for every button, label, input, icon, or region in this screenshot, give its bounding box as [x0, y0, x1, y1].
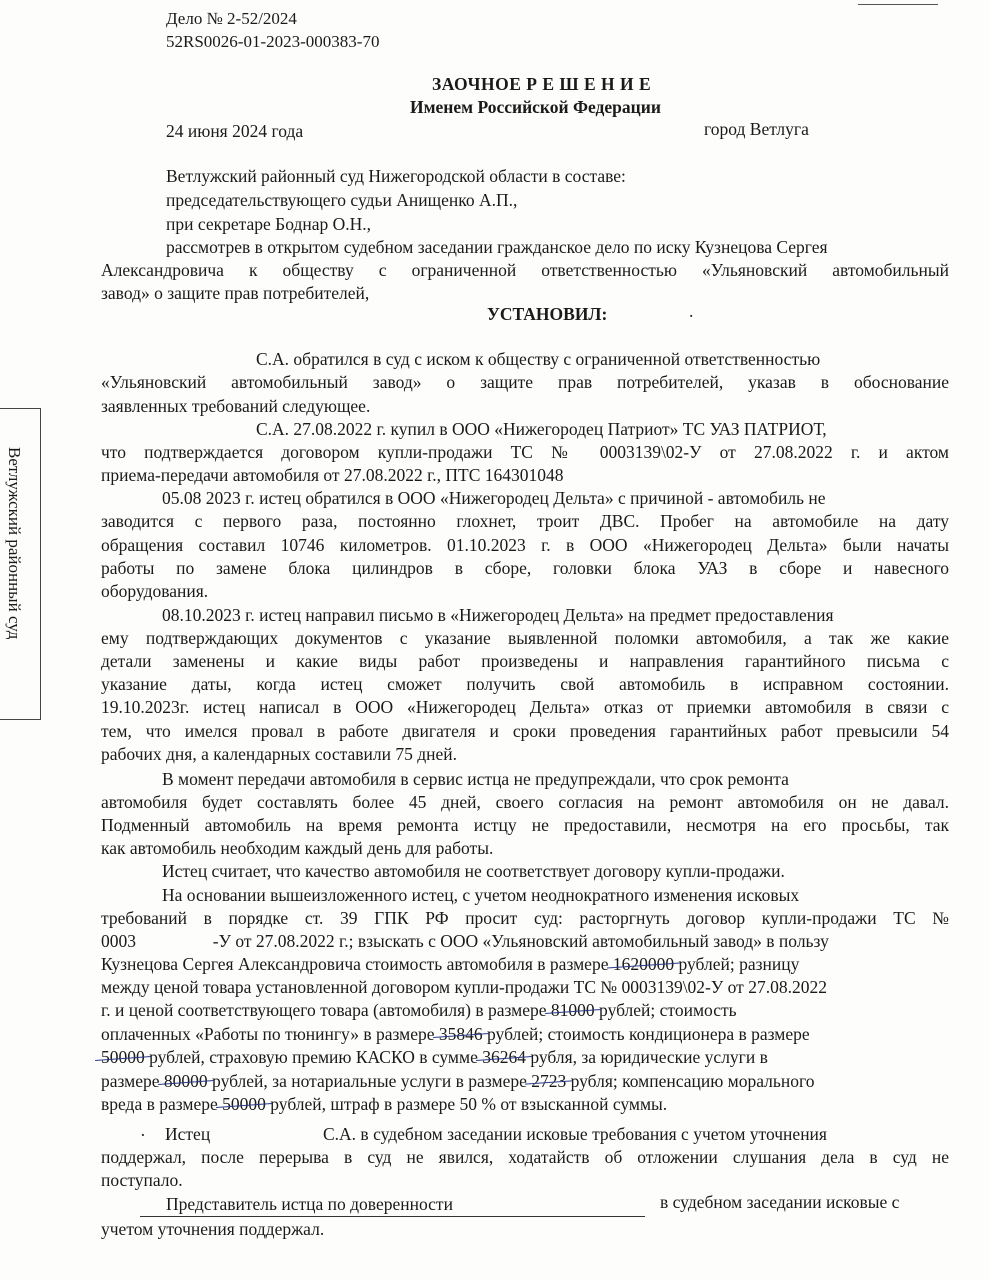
- body-line: 08.10.2023 г. истец направил письмо в «Нижегородец Дельта» на предмет предоставления: [162, 605, 834, 625]
- body-line: в судебном заседании исковые с: [660, 1192, 900, 1212]
- body-text: рубля; компенсацию морального: [570, 1071, 815, 1091]
- court-secretary: при секретаре Боднар О.Н.,: [166, 214, 372, 234]
- decision-city: город Ветлуга: [704, 119, 809, 139]
- presiding-judge: председательствующего судьи Анищенко А.П.,: [166, 190, 518, 210]
- body-text: рублей, за нотариальные услуги в размере: [212, 1071, 527, 1091]
- amount-moral-damage: 50000: [222, 1094, 266, 1114]
- document-title: ЗАОЧНОЕ Р Е Ш Е Н И Е: [432, 74, 652, 94]
- body-line: [101, 1023, 810, 1045]
- amount-kasko: 36264: [482, 1047, 526, 1067]
- body-line: [140, 1124, 146, 1146]
- body-line: Истец: [165, 1124, 211, 1144]
- body-line: [101, 953, 799, 975]
- body-line: ему подтверждающих документов с указание выявленной поломки автомобиля, а так же какие: [101, 628, 949, 648]
- ink-dot: .: [689, 301, 694, 321]
- body-line: Представитель истца по доверенности: [166, 1194, 453, 1214]
- body-line: поступало.: [101, 1170, 183, 1190]
- body-line: С.А. обратился в суд с иском к обществу с ограниченной ответственностью: [256, 349, 821, 369]
- body-line: что подтверждается договором купли-продажи ТС № 0003139\02-У от 27.08.2022 г. и актом: [101, 442, 949, 462]
- amount-car-price: 1620000: [612, 954, 675, 974]
- contract-number-start: 0003: [101, 931, 136, 951]
- signature-underline: [140, 1216, 645, 1217]
- body-line: «Ульяновский автомобильный завод» о защите прав потребителей, указав в обоснование: [101, 372, 949, 392]
- body-line: заявленных требований следующее.: [101, 396, 371, 416]
- decision-date: 24 июня 2024 года: [166, 121, 304, 141]
- body-line: заводится с первого раза, постоянно глохнет, троит ДВС. Пробег на автомобиле на дату: [101, 511, 949, 531]
- body-line: Истец считает, что качество автомобиля не соответствует договору купли-продажи.: [162, 861, 785, 881]
- body-text: оплаченных «Работы по тюнингу» в размере: [101, 1024, 435, 1044]
- case-description-1: рассмотрев в открытом судебном заседании гражданское дело по иску Кузнецова Сергея: [166, 237, 828, 257]
- body-line: обращения составил 10746 километров. 01.10.2023 г. в ООО «Нижегородец Дельта» были начаты: [101, 535, 949, 555]
- body-text: рублей, страховую премию КАСКО в сумме: [149, 1047, 478, 1067]
- court-stamp: [0, 408, 41, 720]
- body-line: между ценой товара установленной договором купли-продажи ТС № 0003139\02-У от 27.08.2022: [101, 977, 827, 997]
- body-line: [101, 1046, 768, 1068]
- case-number: Дело № 2-52/2024: [166, 9, 297, 28]
- body-line: С.А. 27.08.2022 г. купил в ООО «Нижегородец Патриот» ТС УАЗ ПАТРИОТ,: [256, 419, 827, 439]
- body-line: [101, 930, 829, 952]
- body-line: Подменный автомобиль на время ремонта истцу не предоставили, несмотря на его просьбы, так: [101, 815, 949, 835]
- corner-mark: [858, 0, 938, 5]
- body-line: [101, 999, 737, 1021]
- body-line: учетом уточнения поддержал.: [101, 1219, 325, 1239]
- case-description-2: Александровича к обществу с ограниченной ответственностью «Ульяновский автомобильный: [101, 260, 949, 280]
- body-line: поддержал, после перерыва в суд не явился, ходатайств об отложении слушания дела в суд не: [101, 1147, 949, 1167]
- body-line: На основании вышеизложенного истец, с учетом неоднократного изменения исковых: [162, 885, 800, 905]
- amount-tuning: 35846: [438, 1024, 483, 1044]
- body-line: приема-передачи автомобиля от 27.08.2022 г., ПТС 164301048: [101, 465, 564, 485]
- body-line: оборудования.: [101, 581, 209, 601]
- case-description-3: завод» о защите прав потребителей,: [101, 283, 370, 303]
- section-heading-ustanovil: УСТАНОВИЛ:: [487, 304, 608, 324]
- body-line: указание даты, когда истец сможет получить свой автомобиль в исправном состоянии.: [101, 674, 949, 694]
- body-text: рублей; разницу: [678, 954, 800, 974]
- document-subtitle: Именем Российской Федерации: [410, 97, 661, 117]
- body-text: г. и ценой соответствующего товара (автомобиля) в размере: [101, 1000, 547, 1020]
- court-composition: Ветлужский районный суд Нижегородской области в составе:: [166, 166, 626, 186]
- body-line: требований в порядке ст. 39 ГПК РФ просит суд: расторгнуть договор купли-продажи ТС №: [101, 908, 949, 928]
- body-text: рублей; стоимость: [599, 1000, 737, 1020]
- body-line: С.А. в судебном заседании исковые требования с учетом уточнения: [323, 1124, 827, 1144]
- body-line: как автомобиль необходим каждый день для работы.: [101, 838, 494, 858]
- stamp-text: Ветлужский районный суд: [5, 447, 24, 640]
- ink-dot: ·: [140, 1125, 146, 1145]
- body-text: -У от 27.08.2022 г.; взыскать с ООО «Ульяновский автомобильный завод» в пользу: [212, 931, 829, 951]
- body-line: детали заменены и какие виды работ произведены и направления гарантийного письма с: [101, 651, 949, 671]
- body-line: В момент передачи автомобиля в сервис истца не предупреждали, что срок ремонта: [162, 769, 789, 789]
- body-text: вреда в размере: [101, 1094, 218, 1114]
- body-line: тем, что имелся провал в работе двигателя и сроки проведения гарантийных работ превысили 54: [101, 721, 949, 741]
- body-line: рабочих дня, а календарных составили 75 дней.: [101, 744, 458, 764]
- body-line: [101, 1070, 814, 1092]
- body-line: [101, 1093, 667, 1115]
- amount-price-difference: 81000: [550, 1000, 595, 1020]
- body-text: рублей, штраф в размере 50 % от взысканной суммы.: [270, 1094, 668, 1114]
- body-text: Кузнецова Сергея Александровича стоимость автомобиля в размере: [101, 954, 609, 974]
- amount-legal-services: 80000: [163, 1071, 208, 1091]
- body-text: размере: [101, 1071, 160, 1091]
- amount-notary: 2723: [531, 1071, 567, 1091]
- body-line: работы по замене блока цилиндров в сборе, головки блока УАЗ в сборе и навесного: [101, 558, 949, 578]
- body-text: рублей; стоимость кондиционера в размере: [487, 1024, 810, 1044]
- body-line: 19.10.2023г. истец написал в ООО «Нижегородец Дельта» отказ от приемки автомобиля в связи с: [101, 697, 949, 717]
- body-text: рубля, за юридические услуги в: [530, 1047, 768, 1067]
- amount-conditioner: 50000: [101, 1047, 145, 1067]
- case-id: 52RS0026-01-2023-000383-70: [166, 32, 380, 51]
- body-line: автомобиля будет составлять более 45 дней, своего согласия на ремонт автомобиля он не давал.: [101, 792, 949, 812]
- body-line: 05.08 2023 г. истец обратился в ООО «Нижегородец Дельта» с причиной - автомобиль не: [162, 488, 826, 508]
